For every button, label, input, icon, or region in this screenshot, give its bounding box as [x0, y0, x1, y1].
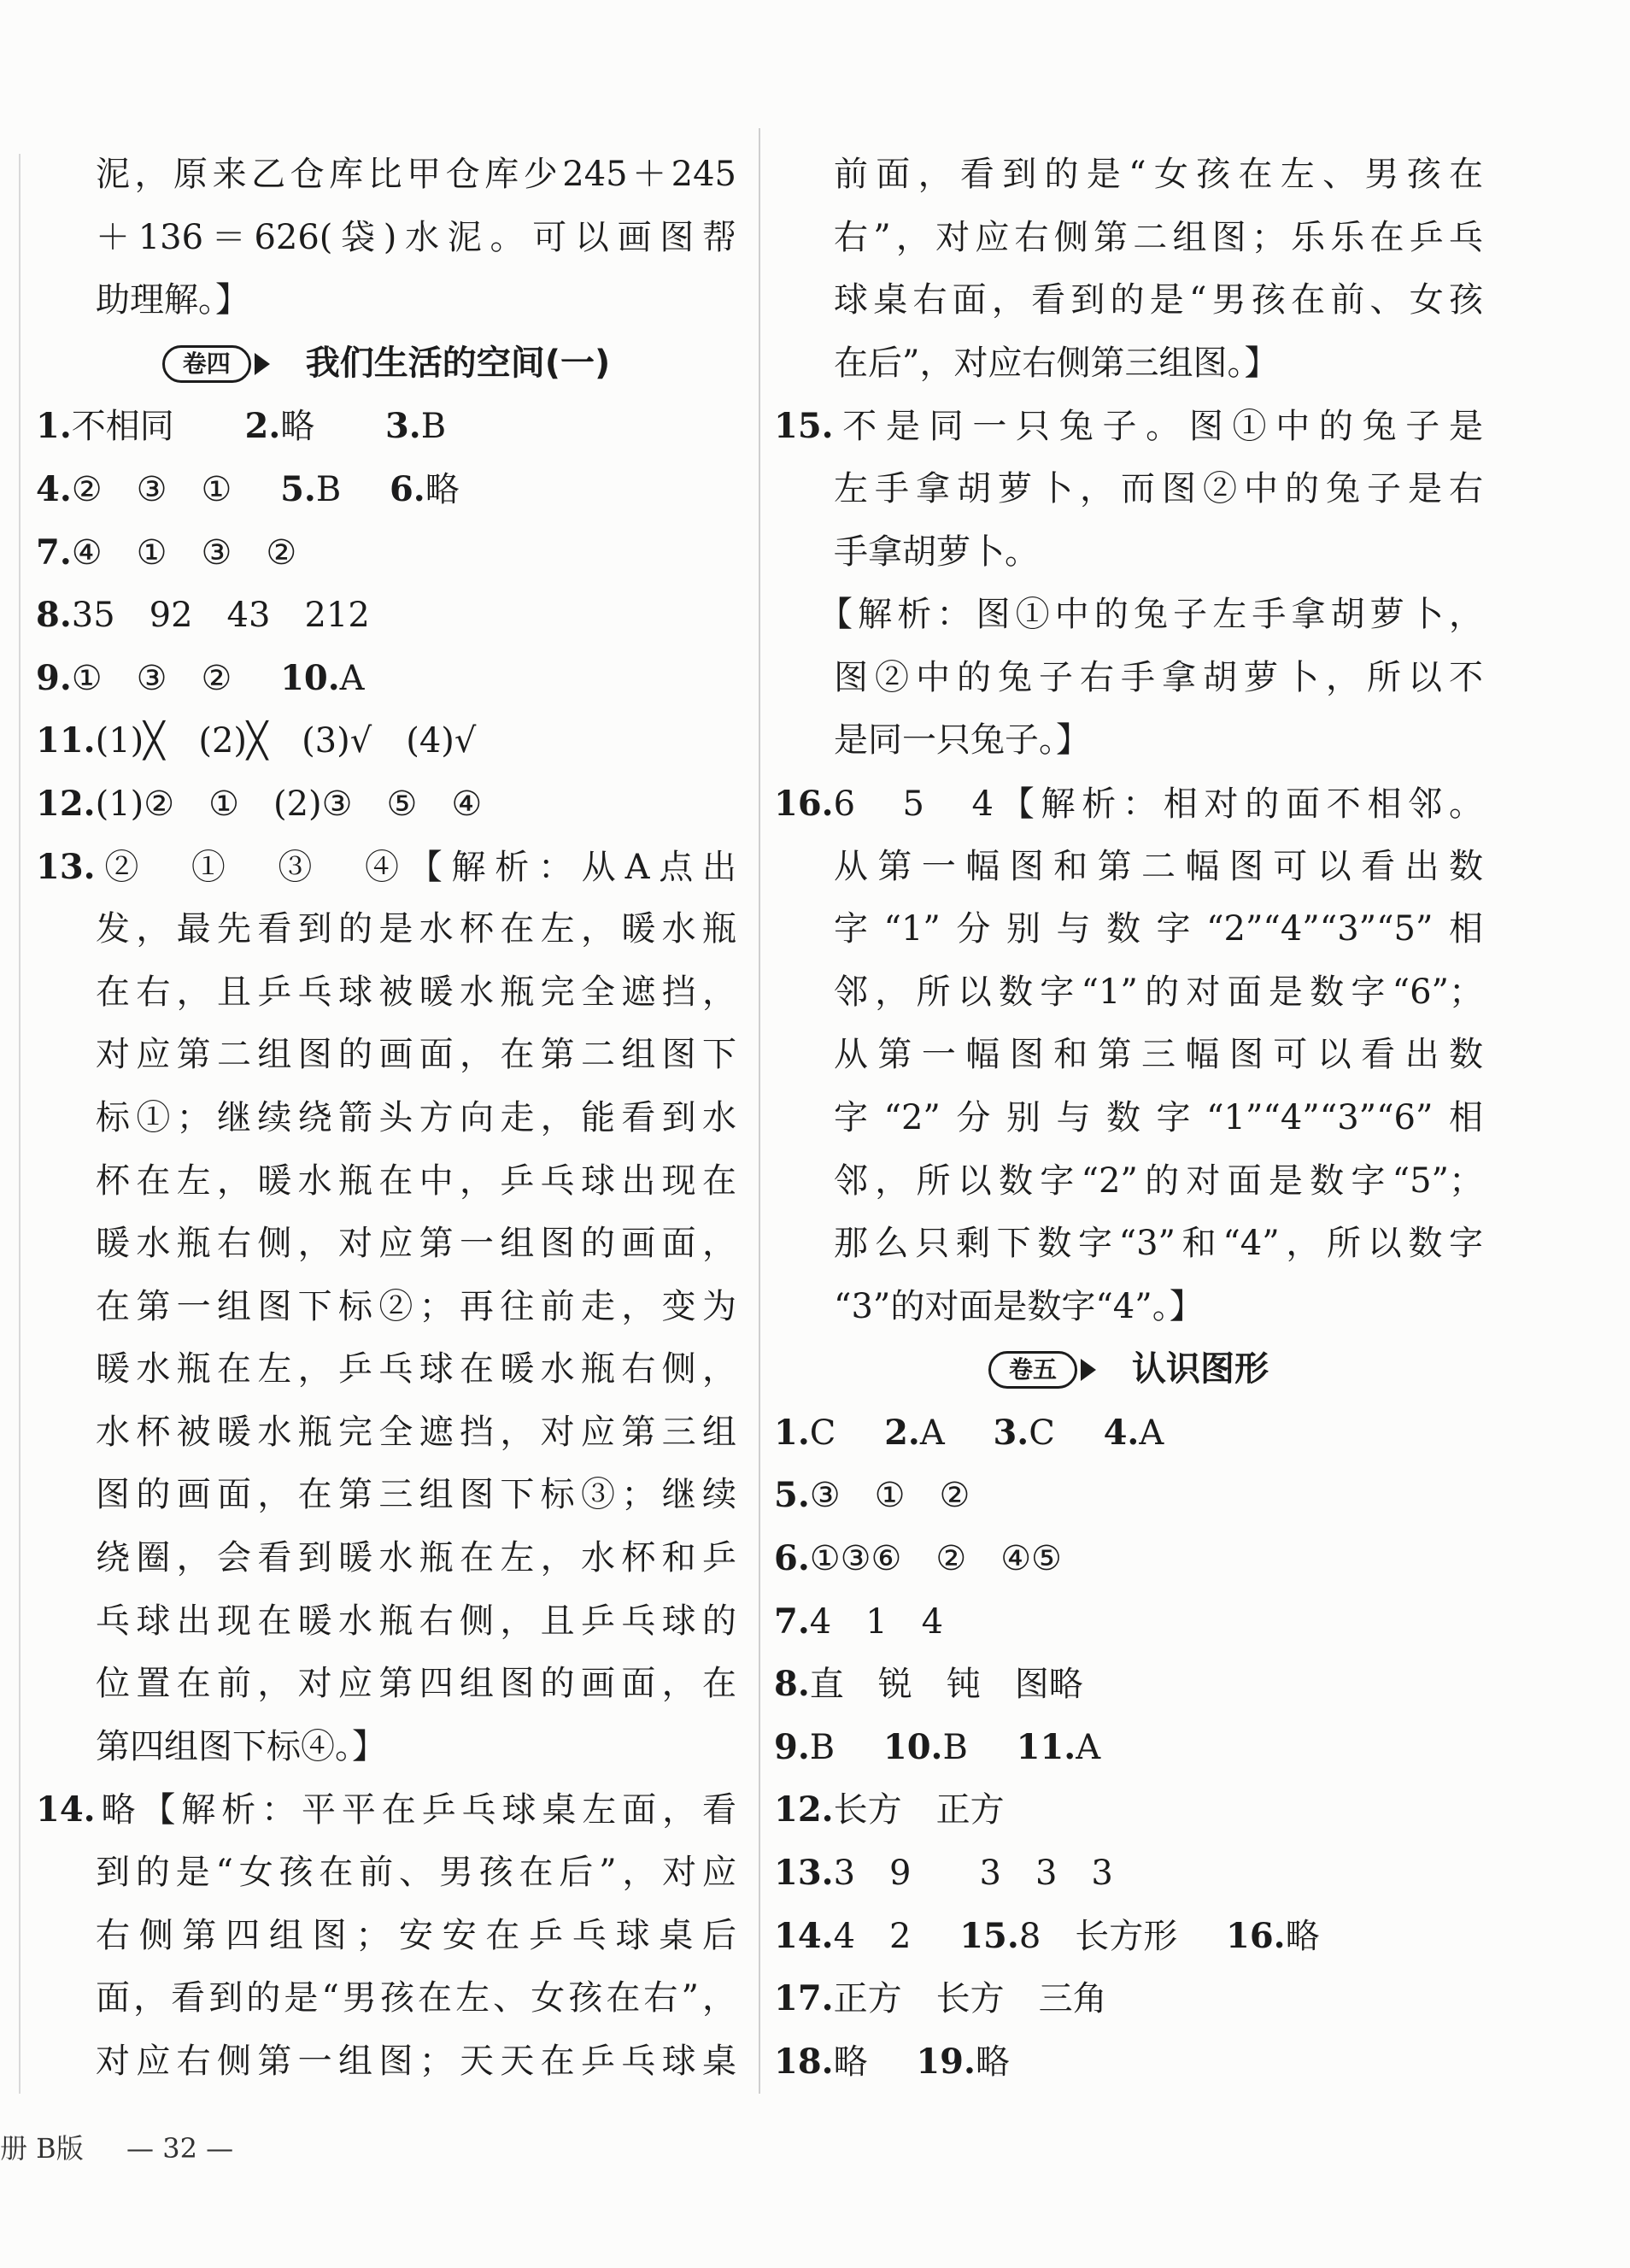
answer-13-line: 暖水瓶在左，乒乓球在暖水瓶右侧，: [96, 1349, 736, 1390]
answer-13-line: 图的画面，在第三组图下标③；继续: [96, 1475, 736, 1515]
answer-row-13: 13.3 9 3 3 3: [774, 1853, 1113, 1894]
answer-16-line: 那么只剩下数字“3”和“4”，所以数字: [834, 1224, 1483, 1264]
answer-row-18-19: 18.略 19.略: [774, 2041, 1010, 2082]
answer-row-17: 17.正方 长方 三角: [774, 1978, 1107, 2019]
answer-15-explanation: 是同一只兔子。】: [834, 720, 1090, 761]
answer-14-cont: 前面，看到的是“女孩在左、男孩在: [834, 155, 1483, 194]
answer-13-line: 乓球出现在暖水瓶右侧，且乒乓球的: [96, 1601, 736, 1641]
answer-row-1-4: 1.C 2.A 3.C 4.A: [774, 1412, 1164, 1453]
intro-line-2: ＋136＝626(袋)水泥。可以画图帮: [96, 217, 736, 257]
answer-row-4-6: 4.② ③ ① 5.B 6.略: [36, 468, 460, 509]
answer-13-line: 在右，且乒乓球被暖水瓶完全遮挡，: [96, 972, 736, 1012]
answer-16-line: 字“2”分别与数字“1”“4”“3”“6”相: [834, 1097, 1483, 1137]
answer-row-9-10: 9.① ③ ② 10.A: [36, 657, 365, 698]
answer-13-line: 标①；继续绕箭头方向走，能看到水: [96, 1097, 736, 1137]
intro-line-1: 泥，原来乙仓库比甲仓库少245＋245: [96, 155, 736, 194]
answer-16-last: “3”的对面是数字“4”。】: [834, 1286, 1204, 1326]
intro-line-3: 助理解。】: [96, 280, 249, 320]
section-badge: 卷四: [162, 345, 251, 383]
answer-row-8: 8.35 92 43 212: [36, 595, 370, 636]
answer-13-first: 13.② ① ③ ④【解析：从A点出: [36, 846, 736, 887]
answer-row-12: 12.(1)② ① (2)③ ⑤ ④: [36, 783, 483, 824]
section-header-4: [36, 332, 736, 396]
right-column: [774, 144, 1483, 2093]
answer-row-7: 7.4 1 4: [774, 1601, 944, 1642]
section-title: 认识图形: [1132, 1349, 1269, 1390]
answer-16-line: 邻，所以数字“2”的对面是数字“5”；: [834, 1160, 1483, 1201]
answer-14-line: 右侧第四组图；安安在乒乓球桌后: [96, 1915, 736, 1955]
triangle-arrow-icon: [1081, 1359, 1096, 1381]
answer-16-line: 从第一幅图和第三幅图可以看出数: [834, 1035, 1483, 1075]
answer-15-line: 左手拿胡萝卜，而图②中的兔子是右: [834, 468, 1483, 508]
answer-row-5: 5.③ ① ②: [774, 1475, 970, 1516]
answer-row-6: 6.①③⑥ ② ④⑤: [774, 1538, 1062, 1579]
answer-row-12: 12.长方 正方: [774, 1789, 1005, 1830]
left-column: [36, 144, 736, 2093]
answer-13-line: 暖水瓶右侧，对应第一组图的画面，: [96, 1224, 736, 1264]
answer-15-explanation: 图②中的兔子右手拿胡萝卜，所以不: [834, 657, 1483, 697]
answer-13-line: 杯在左，暖水瓶在中，乒乓球出现在: [96, 1160, 736, 1201]
page-number: — 32 —: [126, 2132, 234, 2165]
answer-13-line: 对应第二组图的画面，在第二组图下: [96, 1035, 736, 1075]
answer-14-first: 14.略【解析：平平在乒乓球桌左面，看: [36, 1789, 736, 1830]
answer-16-line: 字“1”分别与数字“2”“4”“3”“5”相: [834, 909, 1483, 949]
triangle-arrow-icon: [255, 353, 270, 375]
answer-13-line: 在第一组图下标②；再往前走，变为: [96, 1286, 736, 1326]
answer-14-cont: 球桌右面，看到的是“男孩在前、女孩: [834, 280, 1483, 320]
answer-16-first: 16.6 5 4【解析：相对的面不相邻。: [774, 783, 1483, 824]
answer-13-line: 位置在前，对应第四组图的画面，在: [96, 1664, 736, 1704]
answer-13-line: 绕圈，会看到暖水瓶在左，水杯和乒: [96, 1538, 736, 1578]
answer-row-7: 7.④ ① ③ ②: [36, 532, 297, 573]
answer-row-14-16: 14.4 2 15.8 长方形 16.略: [774, 1915, 1320, 1956]
answer-14-line: 到的是“女孩在前、男孩在后”，对应: [96, 1853, 736, 1893]
edition-label: 册 B版: [0, 2132, 84, 2165]
section-title: 我们生活的空间(一): [305, 343, 611, 383]
answer-15-first: 15.不是同一只兔子。图①中的兔子是: [774, 406, 1483, 447]
column-divider: [759, 128, 760, 2094]
answer-14-line: 面，看到的是“男孩在左、女孩在右”，: [96, 1978, 736, 2018]
answer-row-1-3: 1.不相同 2.略 3.B: [36, 406, 447, 447]
answer-15-explanation: 【解析：图①中的兔子左手拿胡萝卜，: [818, 595, 1483, 635]
answer-16-line: 邻，所以数字“1”的对面是数字“6”；: [834, 972, 1483, 1012]
answer-row-9-11: 9.B 10.B 11.A: [774, 1726, 1101, 1767]
answer-13-line: 水杯被暖水瓶完全遮挡，对应第三组: [96, 1412, 736, 1452]
answer-14-line: 对应右侧第一组图；天天在乒乓球桌: [96, 2041, 736, 2081]
answer-row-11: 11.(1)╳ (2)╳ (3)√ (4)√: [36, 720, 477, 761]
answer-row-8: 8.直 锐 钝 图略: [774, 1664, 1083, 1705]
page-footer: [0, 2123, 233, 2174]
answer-15-line: 手拿胡萝卜。: [834, 532, 1039, 572]
answer-13-last: 第四组图下标④。】: [96, 1726, 386, 1766]
answer-14-cont-last: 在后”，对应右侧第三组图。】: [834, 343, 1279, 383]
answer-13-line: 发，最先看到的是水杯在左，暖水瓶: [96, 909, 736, 949]
section-badge: 卷五: [988, 1351, 1077, 1389]
section-header-5: [774, 1338, 1483, 1401]
answer-16-line: 从第一幅图和第二幅图可以看出数: [834, 846, 1483, 886]
left-margin-rule: [19, 154, 21, 2094]
answer-14-cont: 右”，对应右侧第二组图；乐乐在乒乓: [834, 217, 1483, 257]
